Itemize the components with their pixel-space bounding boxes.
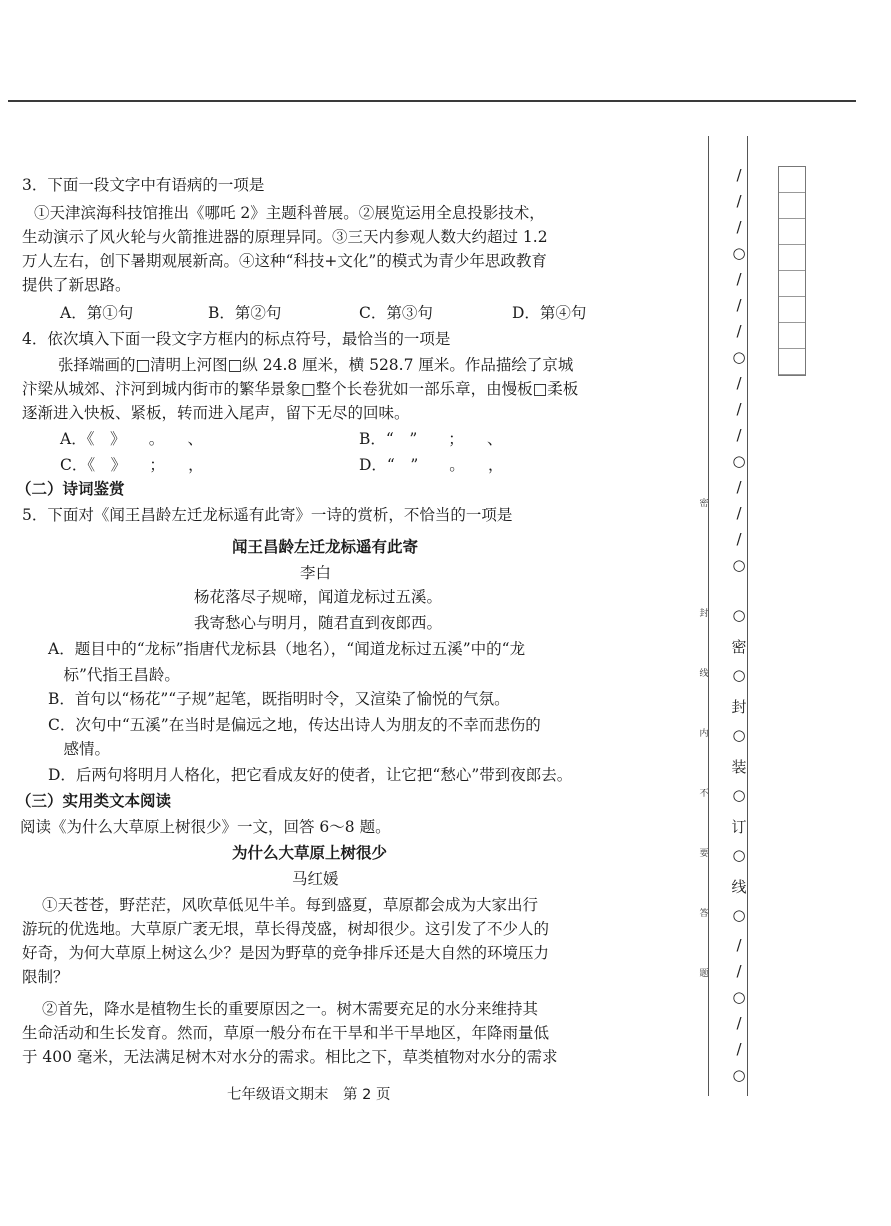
q5-option-line: 感情。 <box>48 740 111 758</box>
reading-intro: 阅读《为什么大草原上树很少》一文，回答 6～8 题。 <box>20 818 391 836</box>
binding-word: 密 <box>731 638 747 656</box>
article-paragraph-line: ①天苍苍，野茫茫，风吹草低见牛羊。每到盛夏，草原都会成为大家出行 <box>42 896 539 914</box>
q5-stem: 5．下面对《闻王昌龄左迁龙标遥有此寄》一诗的赏析，不恰当的一项是 <box>22 506 513 524</box>
circle-mark: ○ <box>732 906 746 924</box>
slash-mark: / <box>736 374 742 392</box>
q4-option-d: D．“ ” 。 ， <box>359 456 504 474</box>
article-paragraph-line: 于 400 毫米，无法满足树木对水分的需求。相比之下，草类植物对水分的需求 <box>22 1048 558 1066</box>
slash-mark: ○ <box>732 556 746 574</box>
q5-option-line: C．次句中“五溪”在当时是偏远之地，传达出诗人为朋友的不幸而悲伤的 <box>48 716 541 734</box>
top-border-line <box>8 100 856 102</box>
slash-mark: / <box>736 192 742 210</box>
slash-mark: ○ <box>732 1066 746 1084</box>
binding-strip <box>699 136 748 1096</box>
q3-passage-line: 提供了新思路。 <box>22 276 131 294</box>
q5-option-line: 标”代指王昌龄。 <box>48 666 180 684</box>
slash-mark: / <box>736 400 742 418</box>
q4-passage-line: 逐渐进入快板、紧板，转而进入尾声，留下无尽的回味。 <box>22 404 410 422</box>
q3-option-d: D．第④句 <box>512 304 587 322</box>
article-author: 马红媛 <box>292 870 339 888</box>
slash-mark: / <box>736 270 742 288</box>
binding-word: 装 <box>731 758 747 776</box>
circle-mark: ○ <box>732 666 746 684</box>
q4-passage-line: 张择端画的□清明上河图□纵 24.8 厘米，横 528.7 厘米。作品描绘了京城 <box>58 356 574 374</box>
q4-stem: 4．依次填入下面一段文字方框内的标点符号，最恰当的一项是 <box>22 330 451 348</box>
slash-mark: / <box>736 1014 742 1032</box>
binding-word: 答 <box>699 909 709 919</box>
section-heading: （三）实用类文本阅读 <box>16 792 172 810</box>
poem-author: 李白 <box>300 564 332 582</box>
slash-mark: / <box>736 296 742 314</box>
q3-option-b: B．第②句 <box>208 304 282 322</box>
article-paragraph-line: 游玩的优选地。大草原广袤无垠，草长得茂盛，树却很少。这引发了不少人的 <box>22 920 550 938</box>
circle-mark: ○ <box>732 846 746 864</box>
article-paragraph-line: 生命活动和生长发育。然而，草原一般分布在干旱和半干旱地区，年降雨量低 <box>22 1024 550 1042</box>
slash-mark: / <box>736 166 742 184</box>
article-paragraph-line: ②首先，降水是植物生长的重要原因之一。树木需要充足的水分来维持其 <box>42 1000 539 1018</box>
slash-mark: / <box>736 504 742 522</box>
page-footer: 七年级语文期末 第 2 页 <box>227 1087 391 1103</box>
poem-line: 杨花落尽子规啼，闻道龙标过五溪。 <box>194 588 443 606</box>
slash-mark: ○ <box>732 348 746 366</box>
q3-passage-line: 生动演示了风火轮与火箭推进器的原理异同。③三天内参观人数大约超过 1.2 <box>22 228 548 246</box>
slash-mark: ○ <box>732 988 746 1006</box>
q5-option-line: D．后两句将明月人格化，把它看成友好的使者，让它把“愁心”带到夜郎去。 <box>48 766 573 784</box>
q4-passage-line: 汴梁从城郊、汴河到城内街市的繁华景象□整个长卷犹如一部乐章，由慢板□柔板 <box>22 380 579 398</box>
slash-mark: / <box>736 530 742 548</box>
slash-mark: / <box>736 936 742 954</box>
slash-mark: / <box>736 218 742 236</box>
q3-stem: 3．下面一段文字中有语病的一项是 <box>22 176 265 194</box>
binding-word: 题 <box>699 969 709 979</box>
slash-mark: ○ <box>732 452 746 470</box>
binding-word: 密 <box>699 499 709 509</box>
binding-word: 封 <box>699 609 709 619</box>
slash-mark: / <box>736 1040 742 1058</box>
section-heading: （二）诗词鉴赏 <box>16 480 125 498</box>
poem-title: 闻王昌龄左迁龙标遥有此寄 <box>232 538 419 556</box>
q3-option-a: A．第①句 <box>60 304 134 322</box>
binding-word: 不 <box>699 789 709 799</box>
slash-mark: / <box>736 322 742 340</box>
binding-word: 线 <box>699 669 709 679</box>
q4-option-c: C．《 》 ； ， <box>60 456 204 474</box>
q4-option-a: A．《 》 。 、 <box>60 430 203 448</box>
article-title: 为什么大草原上树很少 <box>232 844 388 862</box>
circle-mark: ○ <box>732 606 746 624</box>
q5-option-line: B．首句以“杨花”“子规”起笔，既指明时令，又渲染了愉悦的气氛。 <box>48 690 510 708</box>
circle-mark: ○ <box>732 786 746 804</box>
binding-word: 封 <box>731 698 747 716</box>
slash-mark: / <box>736 478 742 496</box>
q4-option-b: B．“ ” ； 、 <box>359 430 503 448</box>
circle-mark: ○ <box>732 726 746 744</box>
seat-number-boxes <box>778 166 806 376</box>
slash-mark: / <box>736 426 742 444</box>
binding-word: 内 <box>699 729 709 739</box>
poem-line: 我寄愁心与明月，随君直到夜郎西。 <box>194 614 443 632</box>
slash-mark: ○ <box>732 244 746 262</box>
q5-option-line: A．题目中的“龙标”指唐代龙标县（地名），“闻道龙标过五溪”中的“龙 <box>48 640 526 658</box>
binding-word: 线 <box>731 878 747 896</box>
q3-passage-line: 万人左右，创下暑期观展新高。④这种“科技+文化”的模式为青少年思政教育 <box>22 252 547 270</box>
slash-mark: / <box>736 962 742 980</box>
q3-option-c: C．第③句 <box>359 304 433 322</box>
article-paragraph-line: 限制？ <box>22 968 69 986</box>
article-paragraph-line: 好奇，为何大草原上树这么少？是因为野草的竞争排斥还是大自然的环境压力 <box>22 944 550 962</box>
binding-word: 要 <box>699 849 709 859</box>
q3-passage-line: ①天津滨海科技馆推出《哪吒 2》主题科普展。②展览运用全息投影技术， <box>34 204 545 222</box>
binding-word: 订 <box>731 818 747 836</box>
